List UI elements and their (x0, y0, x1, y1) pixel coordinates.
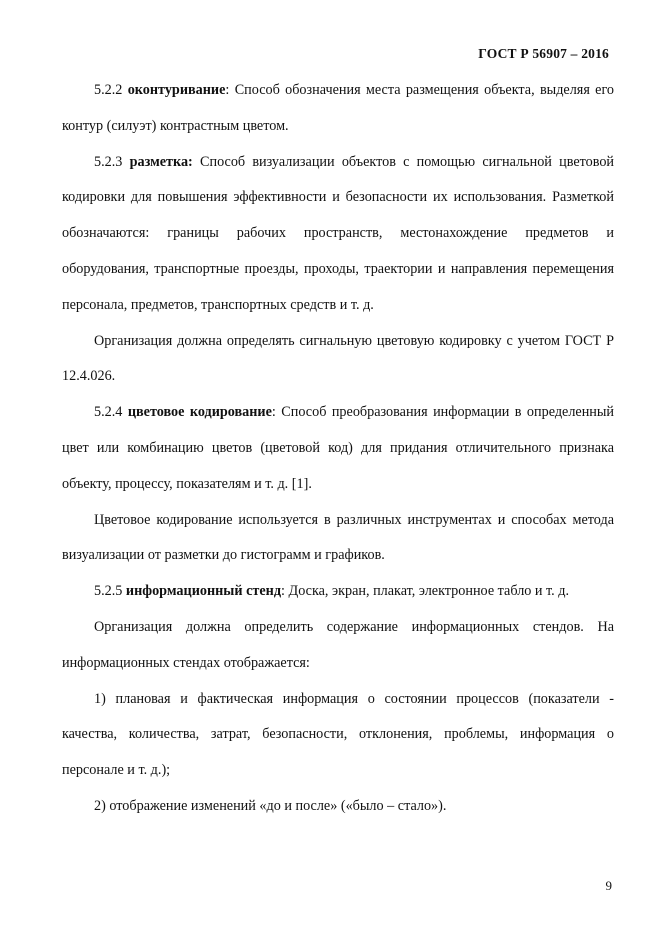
defined-term: оконтуривание (127, 82, 226, 98)
term-punctuation: : (271, 404, 276, 421)
page-number: 9 (605, 878, 612, 893)
paragraph-color-coding-usage: Цветовое кодирование используется в различных инструментах и способах метода визуализации от разметки до гистограмм и графиков. (62, 511, 614, 564)
clause-number: 5.2.4 (94, 404, 123, 421)
paragraph-5-2-3 (62, 145, 614, 324)
paragraph-5-2-2 (62, 73, 614, 145)
paragraph-text: Способ обозначения места размещения объекта, выделяя его контур (силуэт) контрастным цветом. (62, 82, 615, 134)
paragraph-stand-content: Организация должна определить содержание информационных стендов. На информационных стендах отображается: (62, 618, 614, 671)
document-body (62, 73, 614, 825)
paragraph-text: Способ преобразования информации в определенный цвет или комбинацию цветов (цветовой код) для придания отличительного признака объекту, процессу, показателям и т. д. [1]. (62, 404, 615, 492)
list-item-1: 1) плановая и фактическая информация о состоянии процессов (показатели - качества, количества, затрат, безопасности, отклонения, проблемы, информация о персонале и т. д.); (62, 690, 614, 779)
defined-term: цветовое кодирование (127, 404, 272, 421)
defined-term: разметка: (129, 153, 193, 170)
clause-number: 5.2.3 (94, 153, 123, 170)
list-item-2: 2) отображение изменений «до и после» («было – стало»). (94, 797, 447, 814)
paragraph-marking-requirement: Организация должна определять сигнальную цветовую кодировку с учетом ГОСТ Р 12.4.026. (62, 332, 614, 385)
clause-number: 5.2.2 (94, 82, 123, 98)
term-punctuation: : (281, 583, 285, 600)
paragraph-5-2-4 (62, 395, 614, 502)
defined-term: информационный стенд (125, 583, 282, 600)
paragraph-5-2-5 (62, 574, 614, 610)
paragraph-text: Способ визуализации объектов с помощью сигнальной цветовой кодировки для повышения эффективности и безопасности их использования. Разметкой обозначаются: границы рабочих пространств, местонахождение предметов и оборудования, транспортные проезды, проходы, траектории и направления перемещения персонала, предметов, транспортных средств и т. д. (62, 153, 615, 313)
clause-number: 5.2.5 (94, 583, 123, 600)
document-header: ГОСТ Р 56907 – 2016 (478, 46, 609, 61)
term-punctuation: : (225, 82, 230, 98)
paragraph-text: Доска, экран, плакат, электронное табло и т. д. (288, 583, 570, 600)
